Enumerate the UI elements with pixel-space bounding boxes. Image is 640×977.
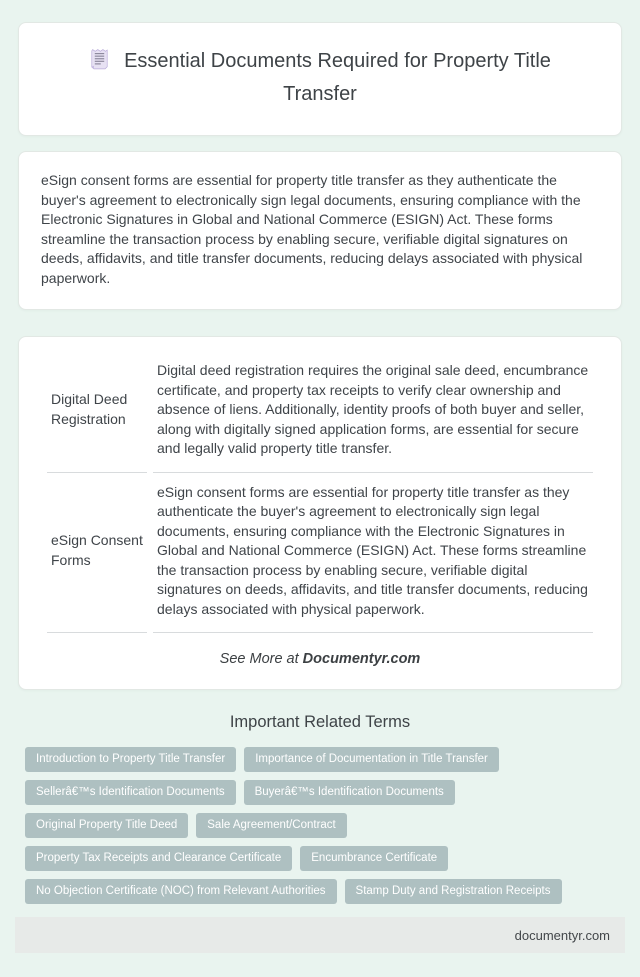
see-more-prefix: See More at: [219, 651, 303, 667]
footer-bar: [15, 917, 625, 953]
summary-card: [18, 151, 622, 310]
related-term-pill[interactable]: Sellerâ€™s Identification Documents: [25, 780, 236, 805]
related-term-pill[interactable]: No Objection Certificate (NOC) from Relevant Authorities: [25, 879, 337, 904]
related-term-pill[interactable]: Introduction to Property Title Transfer: [25, 747, 236, 772]
related-term-pill[interactable]: Importance of Documentation in Title Transfer: [244, 747, 499, 772]
see-more-line: [41, 651, 599, 667]
page-title: [53, 47, 587, 109]
related-term-pill[interactable]: Buyerâ€™s Identification Documents: [244, 780, 455, 805]
page-title-text: Essential Documents Required for Property Title Transfer: [124, 50, 551, 105]
related-term-pill[interactable]: Property Tax Receipts and Clearance Certificate: [25, 846, 292, 871]
definitions-table: [41, 351, 599, 633]
related-term-pill[interactable]: Stamp Duty and Registration Receipts: [345, 879, 562, 904]
title-card: [18, 22, 622, 136]
description-cell: eSign consent forms are essential for property title transfer as they authenticate the buyer's agreement to electronically sign legal documents, ensuring compliance with the Electronic Signatures in Global and National Commerce (ESIGN) Act. These forms streamline the transaction process by enabling secure, verifiable digital signatures on deeds, affidavits, and title transfer documents, reducing delays associated with physical paperwork.: [153, 473, 593, 634]
footer-site-text: documentyr.com: [514, 927, 610, 943]
table-row: [47, 473, 593, 634]
related-term-pill[interactable]: Sale Agreement/Contract: [196, 813, 347, 838]
related-terms-list: [25, 747, 615, 904]
related-term-pill[interactable]: Original Property Title Deed: [25, 813, 188, 838]
term-cell: eSign Consent Forms: [47, 473, 147, 634]
term-cell: Digital Deed Registration: [47, 351, 147, 473]
related-term-pill[interactable]: Encumbrance Certificate: [300, 846, 448, 871]
summary-paragraph: eSign consent forms are essential for property title transfer as they authenticate the buyer's agreement to electronically sign legal documents, ensuring compliance with the Electronic Signatures in Global and National Commerce (ESIGN) Act. These forms streamline the transaction process by enabling secure, verifiable digital signatures on deeds, affidavits, and title transfer documents, reducing delays associated with physical paperwork.: [41, 172, 583, 286]
description-cell: Digital deed registration requires the original sale deed, encumbrance certificate, and property tax receipts to verify clear ownership and absence of liens. Additionally, identity proofs of both buyer and seller, along with digitally signed application forms, are essential for secure and legally valid property title transfer.: [153, 351, 593, 473]
see-more-site-link[interactable]: Documentyr.com: [302, 651, 421, 667]
table-row: [47, 351, 593, 473]
definitions-card: [18, 336, 622, 690]
receipt-icon: [89, 47, 110, 80]
related-terms-heading: Important Related Terms: [229, 713, 411, 731]
